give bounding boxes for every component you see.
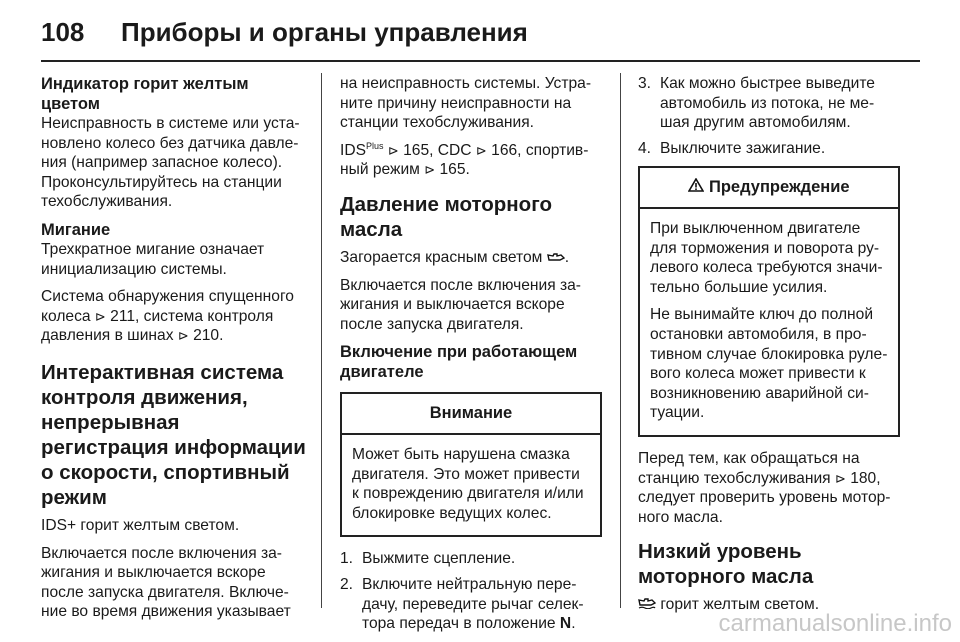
left-column <box>41 74 309 630</box>
paragraph: Включается после включения за-жигания и выключается вскоре после запуска двигателя. Включе-ние во время движения указывает <box>41 544 291 621</box>
paragraph <box>340 248 602 268</box>
warning-text: Не вынимайте ключ до полной остановки автомобиля, в про-тивном случае блокировка руле-вого колеса может привести к возникновению аварийной си-туации. <box>650 306 888 422</box>
page-ref-icon: ⊳ <box>177 328 189 344</box>
text: 165, CDC <box>398 141 476 159</box>
page-title: Приборы и органы управления <box>121 16 528 47</box>
text: Включите нейтральную пере-дачу, переведите рычаг селек-тора передач в положение <box>362 575 584 633</box>
list-item <box>638 139 900 159</box>
paragraph: Включается после включения за-жигания и выключается вскоре после запуска двигателя. <box>340 276 582 333</box>
text: 166, спортив-ный режим <box>340 141 589 179</box>
text: 180, следует проверить уровень мотор-ного масла. <box>638 469 891 526</box>
step-text: Выжмите сцепление. <box>362 550 516 568</box>
paragraph: IDS+ горит желтым светом. <box>41 516 240 534</box>
text: Загорается красным светом <box>340 248 547 266</box>
step-number: 1. <box>340 550 354 568</box>
middle-column <box>340 74 602 642</box>
column-divider <box>620 73 621 608</box>
warning-triangle-icon <box>688 178 709 196</box>
warning-text: При выключенном двигателе для торможения и поворота ру-левого колеса требуются значи-тельно большие усилия. <box>650 219 883 296</box>
page-ref-icon: ⊳ <box>475 142 487 158</box>
oil-can-icon <box>547 248 565 268</box>
text: IDS <box>340 141 366 159</box>
paragraph <box>340 141 602 180</box>
text: горит желтым светом. <box>656 596 820 614</box>
caution-body <box>342 435 600 535</box>
paragraph: Трехкратное мигание означает инициализацию системы. <box>41 240 265 278</box>
caution-box <box>340 392 602 537</box>
gear-position: N <box>559 615 572 633</box>
paragraph <box>638 449 900 527</box>
watermark: carmanualsonline.info <box>718 610 952 637</box>
text: Система обнаружения спущенного колеса <box>41 288 294 325</box>
warning-body <box>640 209 898 435</box>
text: 210. <box>188 327 224 345</box>
text: Перед тем, как обращаться на станцию техобслуживания <box>638 449 860 487</box>
text: 211, система контроля давления в шинах <box>41 307 274 345</box>
list-item <box>340 549 602 569</box>
page-header <box>41 10 920 54</box>
steps-list <box>340 549 602 633</box>
header-divider <box>41 60 920 62</box>
page-ref-icon: ⊳ <box>387 142 399 158</box>
step-text: Выключите зажигание. <box>660 139 826 157</box>
step-text: Как можно быстрее выведите автомобиль из потока, не ме-шая другим автомобилям. <box>660 75 875 132</box>
section-heading: Низкий уровень моторного масла <box>638 540 814 589</box>
right-column <box>638 74 900 623</box>
caution-text: Может быть нарушена смазка двигателя. Это может привести к повреждению двигателя и/или блокировке ведущих колес. <box>352 445 584 522</box>
superscript: Plus <box>366 140 384 151</box>
paragraph <box>41 287 309 346</box>
paragraph: на неисправность системы. Устра-ните причину неисправности на станции техобслуживания. <box>340 75 592 132</box>
section-heading: Мигание <box>41 220 111 239</box>
page-number: 108 <box>41 16 85 47</box>
warning-title: Предупреждение <box>708 178 850 197</box>
caution-title: Внимание <box>342 394 600 435</box>
step-number: 2. <box>340 575 354 593</box>
column-divider <box>321 73 322 608</box>
page-ref-icon: ⊳ <box>94 308 106 324</box>
page-ref-icon: ⊳ <box>424 162 436 178</box>
text: . <box>564 248 570 266</box>
section-heading: Включение при работающем двигателе <box>340 343 578 382</box>
section-heading: Давление моторного масла <box>340 192 552 241</box>
warning-box <box>638 166 900 437</box>
paragraph: Неисправность в системе или уста-новлено колесо без датчика давле-ния (например запасное колесо). Проконсультируйтесь на станции техобслуживания. <box>41 115 300 211</box>
step-text <box>362 575 602 634</box>
step-number: 4. <box>638 139 652 157</box>
text: . <box>571 615 576 633</box>
oil-level-icon <box>638 595 656 615</box>
warning-header <box>640 168 898 209</box>
page-ref-icon: ⊳ <box>834 470 846 486</box>
step-number: 3. <box>638 75 652 92</box>
section-heading: Интерактивная система контроля движения, непрерывная регистрация информации о скорости, спортивный режим <box>41 360 306 509</box>
steps-list <box>638 74 900 158</box>
list-item <box>340 575 602 634</box>
list-item <box>638 74 900 133</box>
text: 165. <box>435 161 470 179</box>
section-heading: Индикатор горит желтым цветом <box>41 75 249 113</box>
